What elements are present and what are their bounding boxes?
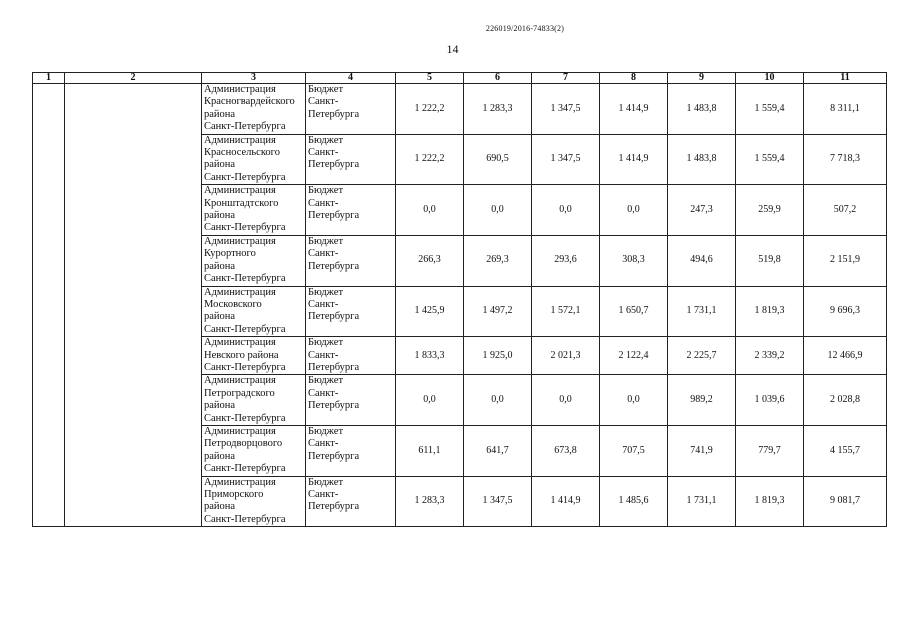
year-value-cell: 0,0 <box>396 185 464 236</box>
year-value-cell: 707,5 <box>600 425 668 476</box>
funding-source-line: Санкт- <box>308 298 339 310</box>
total-value-cell: 507,2 <box>804 185 887 236</box>
year-value-cell: 1 572,1 <box>532 286 600 337</box>
funding-source-line: Санкт- <box>308 147 339 159</box>
column-header: 9 <box>668 73 736 84</box>
year-value-cell: 293,6 <box>532 235 600 286</box>
column-header: 7 <box>532 73 600 84</box>
funding-source-line: Санкт- <box>308 438 339 450</box>
column-header: 10 <box>736 73 804 84</box>
year-value-cell: 1 222,2 <box>396 134 464 185</box>
year-value-cell: 1 731,1 <box>668 286 736 337</box>
total-value-cell: 9 081,7 <box>804 476 887 527</box>
year-value-cell: 641,7 <box>464 425 532 476</box>
funding-source-line: Санкт- <box>308 489 339 500</box>
funding-source-line: Бюджет <box>308 375 344 387</box>
organization-line: района <box>204 260 236 272</box>
column-number-row <box>33 73 887 84</box>
organization-cell <box>202 337 306 375</box>
organization-line: Санкт-Петербурга <box>204 412 286 424</box>
year-value-cell: 269,3 <box>464 235 532 286</box>
organization-line: района <box>204 159 236 171</box>
funding-source-line: Санкт- <box>308 197 339 209</box>
funding-source-cell <box>306 185 396 236</box>
year-value-cell: 1 283,3 <box>464 84 532 135</box>
funding-source-cell <box>306 286 396 337</box>
organization-line: Приморского <box>204 489 264 500</box>
year-value-cell: 1 819,3 <box>736 286 804 337</box>
year-value-cell: 1 483,8 <box>668 134 736 185</box>
organization-line: Санкт-Петербурга <box>204 222 286 234</box>
year-value-cell: 308,3 <box>600 235 668 286</box>
funding-source-cell <box>306 476 396 527</box>
organization-cell <box>202 134 306 185</box>
funding-source-line: Петербурга <box>308 210 360 222</box>
organization-cell <box>202 84 306 135</box>
year-value-cell: 2 021,3 <box>532 337 600 375</box>
year-value-cell: 690,5 <box>464 134 532 185</box>
year-value-cell: 1 819,3 <box>736 476 804 527</box>
year-value-cell: 1 414,9 <box>600 84 668 135</box>
year-value-cell: 0,0 <box>532 185 600 236</box>
year-value-cell: 1 347,5 <box>532 84 600 135</box>
year-value-cell: 1 414,9 <box>600 134 668 185</box>
funding-source-cell <box>306 375 396 426</box>
organization-line: Администрация <box>204 235 276 247</box>
funding-source-line: Санкт- <box>308 387 339 399</box>
total-value-cell: 12 466,9 <box>804 337 887 375</box>
year-value-cell: 0,0 <box>464 375 532 426</box>
organization-line: района <box>204 210 236 222</box>
organization-line: района <box>204 311 236 323</box>
organization-line: района <box>204 400 236 412</box>
table-row <box>33 84 887 135</box>
year-value-cell: 1 650,7 <box>600 286 668 337</box>
column-header: 4 <box>306 73 396 84</box>
funding-source-line: Петербурга <box>308 361 360 373</box>
funding-source-line: Петербурга <box>308 159 360 171</box>
organization-line: Администрация <box>204 185 276 197</box>
year-value-cell: 1 347,5 <box>464 476 532 527</box>
year-value-cell: 1 485,6 <box>600 476 668 527</box>
organization-line: Курортного <box>204 248 256 260</box>
organization-line: Санкт-Петербурга <box>204 463 286 475</box>
organization-line: Администрация <box>204 476 276 488</box>
funding-source-cell <box>306 425 396 476</box>
funding-source-line: Петербурга <box>308 450 360 462</box>
organization-line: района <box>204 450 236 462</box>
total-value-cell: 9 696,3 <box>804 286 887 337</box>
organization-cell <box>202 375 306 426</box>
year-value-cell: 0,0 <box>532 375 600 426</box>
funding-source-line: Петербурга <box>308 108 360 120</box>
blank-cell-col2 <box>65 84 202 527</box>
year-value-cell: 611,1 <box>396 425 464 476</box>
funding-source-line: Петербурга <box>308 260 360 272</box>
page-number: 14 <box>446 42 459 56</box>
year-value-cell: 519,8 <box>736 235 804 286</box>
organization-line: района <box>204 108 236 120</box>
year-value-cell: 1 414,9 <box>532 476 600 527</box>
column-header: 1 <box>33 73 65 84</box>
organization-line: Администрация <box>204 84 276 95</box>
year-value-cell: 1 559,4 <box>736 84 804 135</box>
year-value-cell: 2 122,4 <box>600 337 668 375</box>
organization-line: Администрация <box>204 425 276 437</box>
total-value-cell: 2 151,9 <box>804 235 887 286</box>
funding-source-line: Бюджет <box>308 134 344 146</box>
year-value-cell: 1 497,2 <box>464 286 532 337</box>
organization-line: Администрация <box>204 286 276 298</box>
organization-line: Петроградского <box>204 387 275 399</box>
document-id: 226019/2016-74833(2) <box>485 24 565 33</box>
organization-line: Московского <box>204 298 262 310</box>
year-value-cell: 0,0 <box>464 185 532 236</box>
year-value-cell: 1 731,1 <box>668 476 736 527</box>
organization-line: Санкт-Петербурга <box>204 121 286 133</box>
organization-line: Санкт-Петербурга <box>204 513 286 525</box>
total-value-cell: 7 718,3 <box>804 134 887 185</box>
year-value-cell: 1 483,8 <box>668 84 736 135</box>
total-value-cell: 8 311,1 <box>804 84 887 135</box>
column-header: 3 <box>202 73 306 84</box>
year-value-cell: 2 225,7 <box>668 337 736 375</box>
year-value-cell: 741,9 <box>668 425 736 476</box>
budget-table <box>32 72 887 527</box>
organization-line: Красносельского <box>204 147 280 159</box>
year-value-cell: 494,6 <box>668 235 736 286</box>
year-value-cell: 779,7 <box>736 425 804 476</box>
funding-source-line: Бюджет <box>308 337 344 349</box>
organization-cell <box>202 425 306 476</box>
year-value-cell: 1 559,4 <box>736 134 804 185</box>
funding-source-line: Бюджет <box>308 425 344 437</box>
funding-source-line: Санкт- <box>308 96 339 108</box>
organization-line: Невского района <box>204 349 279 361</box>
funding-source-line: Бюджет <box>308 235 344 247</box>
year-value-cell: 266,3 <box>396 235 464 286</box>
year-value-cell: 673,8 <box>532 425 600 476</box>
year-value-cell: 1 222,2 <box>396 84 464 135</box>
funding-source-cell <box>306 134 396 185</box>
funding-source-line: Бюджет <box>308 185 344 197</box>
funding-source-line: Петербурга <box>308 501 360 513</box>
funding-source-cell <box>306 235 396 286</box>
organization-line: Красногвардейского <box>204 96 295 108</box>
blank-cell-col1 <box>33 84 65 527</box>
funding-source-line: Петербурга <box>308 400 360 412</box>
funding-source-cell <box>306 337 396 375</box>
organization-line: Администрация <box>204 134 276 146</box>
organization-line: Петродворцового <box>204 438 283 450</box>
funding-source-cell <box>306 84 396 135</box>
year-value-cell: 0,0 <box>396 375 464 426</box>
funding-source-line: Бюджет <box>308 84 344 95</box>
organization-line: Санкт-Петербурга <box>204 273 286 285</box>
column-header: 11 <box>804 73 887 84</box>
organization-line: района <box>204 501 236 513</box>
total-value-cell: 2 028,8 <box>804 375 887 426</box>
organization-line: Администрация <box>204 337 276 349</box>
column-header: 2 <box>65 73 202 84</box>
organization-line: Санкт-Петербурга <box>204 361 286 373</box>
organization-line: Кронштадтского <box>204 197 279 209</box>
year-value-cell: 1 347,5 <box>532 134 600 185</box>
funding-source-line: Санкт- <box>308 248 339 260</box>
year-value-cell: 1 925,0 <box>464 337 532 375</box>
column-header: 5 <box>396 73 464 84</box>
organization-line: Администрация <box>204 375 276 387</box>
organization-line: Санкт-Петербурга <box>204 171 286 183</box>
year-value-cell: 1 425,9 <box>396 286 464 337</box>
column-header: 8 <box>600 73 668 84</box>
year-value-cell: 0,0 <box>600 185 668 236</box>
organization-line: Санкт-Петербурга <box>204 323 286 335</box>
year-value-cell: 989,2 <box>668 375 736 426</box>
funding-source-line: Петербурга <box>308 311 360 323</box>
organization-cell <box>202 286 306 337</box>
total-value-cell: 4 155,7 <box>804 425 887 476</box>
year-value-cell: 247,3 <box>668 185 736 236</box>
year-value-cell: 1 283,3 <box>396 476 464 527</box>
year-value-cell: 0,0 <box>600 375 668 426</box>
funding-source-line: Бюджет <box>308 286 344 298</box>
year-value-cell: 2 339,2 <box>736 337 804 375</box>
year-value-cell: 1 833,3 <box>396 337 464 375</box>
year-value-cell: 1 039,6 <box>736 375 804 426</box>
organization-cell <box>202 235 306 286</box>
organization-cell <box>202 185 306 236</box>
organization-cell <box>202 476 306 527</box>
column-header: 6 <box>464 73 532 84</box>
table-body <box>33 84 887 527</box>
funding-source-line: Бюджет <box>308 476 344 488</box>
year-value-cell: 259,9 <box>736 185 804 236</box>
funding-source-line: Санкт- <box>308 349 339 361</box>
